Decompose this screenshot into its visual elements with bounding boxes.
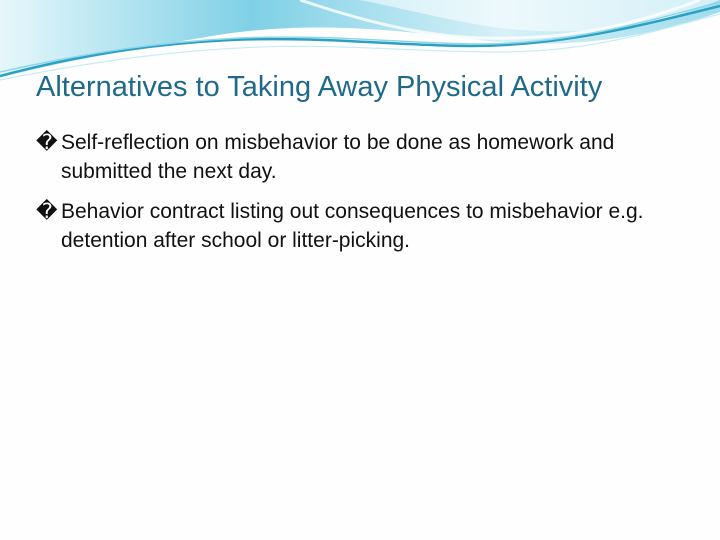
bullet-text: Behavior contract listing out consequences to misbehavior e.g. detention after school or litter-picking. — [61, 200, 644, 252]
bullet-text: Self-reflection on misbehavior to be done as homework and submitted the next day. — [61, 131, 615, 183]
bullet-list — [36, 128, 696, 266]
slide-title: Alternatives to Taking Away Physical Activity — [36, 71, 603, 103]
bullet-glyph-icon: � — [36, 199, 58, 223]
bullet-glyph-icon: � — [36, 130, 58, 154]
bullet-item — [36, 128, 696, 186]
bullet-item — [36, 197, 696, 255]
